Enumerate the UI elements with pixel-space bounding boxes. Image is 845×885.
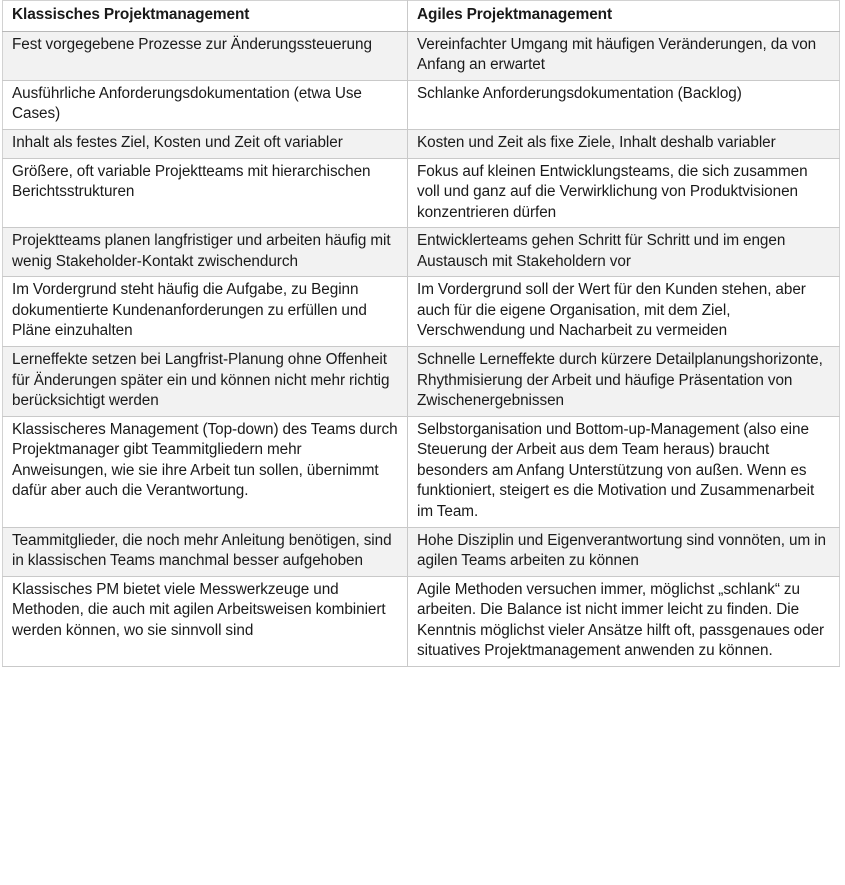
table-row	[3, 416, 840, 527]
cell-agile-text: Hohe Disziplin und Eigenverantwortung sind vonnöten, um in agilen Teams arbeiten zu können	[417, 531, 826, 570]
cell-agile	[408, 527, 840, 576]
cell-classic	[3, 80, 408, 129]
table-header	[3, 1, 840, 32]
table-row	[3, 158, 840, 228]
cell-agile-text: Schnelle Lerneffekte durch kürzere Detailplanungshorizonte, Rhythmisierung der Arbeit und häufige Präsentation von Zwischenergebnissen	[417, 351, 823, 410]
column-header-agile: Agiles Projektmanagement	[408, 1, 840, 32]
cell-agile-text: Entwicklerteams gehen Schritt für Schritt und im engen Austausch mit Stakeholdern vor	[417, 232, 786, 270]
cell-agile-text: Im Vordergrund soll der Wert für den Kunden stehen, aber auch für die eigene Organisation, mit dem Ziel, Verschwendung und Nacharbeit zu vermeiden	[417, 281, 806, 340]
cell-classic	[3, 129, 408, 158]
cell-agile	[408, 158, 840, 228]
cell-agile	[408, 416, 840, 527]
cell-classic	[3, 31, 408, 80]
cell-agile	[408, 228, 840, 277]
table-row	[3, 80, 840, 129]
table-row	[3, 31, 840, 80]
cell-agile	[408, 129, 840, 158]
cell-classic-text: Klassischeres Management (Top-down) des Teams durch Projektmanager gibt Teammitgliedern mehr Anweisungen, wie sie ihre Arbeit tun sollen, übernimmt dafür aber auch die Verantwortung.	[12, 420, 398, 500]
cell-classic-text: Inhalt als festes Ziel, Kosten und Zeit oft variabler	[12, 133, 343, 151]
table-row	[3, 277, 840, 347]
cell-classic-text: Teammitglieder, die noch mehr Anleitung benötigen, sind in klassischen Teams manchmal besser aufgehoben	[12, 531, 392, 570]
cell-classic-text: Im Vordergrund steht häufig die Aufgabe, zu Beginn dokumentierte Kundenanforderungen zu erfüllen und Pläne einzuhalten	[12, 281, 367, 340]
column-header-classic: Klassisches Projektmanagement	[3, 1, 408, 32]
cell-classic-text: Ausführliche Anforderungsdokumentation (etwa Use Cases)	[12, 84, 362, 123]
cell-agile-text: Kosten und Zeit als fixe Ziele, Inhalt deshalb variabler	[417, 133, 776, 151]
table-body	[3, 31, 840, 666]
table-row	[3, 576, 840, 666]
table-row	[3, 347, 840, 417]
cell-classic	[3, 228, 408, 277]
cell-classic-text: Klassisches PM bietet viele Messwerkzeuge und Methoden, die auch mit agilen Arbeitsweisen kombiniert werden können, wo sie sinnvoll sind	[12, 580, 386, 639]
table-header-row	[3, 1, 840, 32]
cell-classic	[3, 527, 408, 576]
cell-classic	[3, 277, 408, 347]
cell-agile-text: Agile Methoden versuchen immer, möglichst „schlank“ zu arbeiten. Die Balance ist nicht immer leicht zu finden. Die Kenntnis möglichst vieler Ansätze hilft oft, passgenaues oder situatives Projektmanagement anwenden zu können.	[417, 580, 825, 660]
cell-classic-text: Fest vorgegebene Prozesse zur Änderungssteuerung	[12, 35, 372, 53]
cell-classic-text: Lerneffekte setzen bei Langfrist-Planung ohne Offenheit für Änderungen später ein und können nicht mehr richtig berücksichtigt werden	[12, 351, 390, 410]
cell-agile	[408, 31, 840, 80]
cell-agile	[408, 347, 840, 417]
cell-agile-text: Selbstorganisation und Bottom-up-Management (also eine Steuerung der Arbeit aus dem Team heraus) braucht besonders am Anfang Unterstützung von außen. Wenn es funktioniert, steigert es die Motivation und Zusammenarbeit im Team.	[417, 420, 815, 520]
cell-classic-text: Projektteams planen langfristiger und arbeiten häufig mit wenig Stakeholder-Kontakt zwischendurch	[12, 232, 391, 270]
cell-classic	[3, 347, 408, 417]
cell-agile	[408, 277, 840, 347]
cell-agile-text: Schlanke Anforderungsdokumentation (Backlog)	[417, 84, 742, 102]
cell-agile-text: Vereinfachter Umgang mit häufigen Veränderungen, da von Anfang an erwartet	[417, 35, 817, 74]
cell-classic	[3, 576, 408, 666]
comparison-table	[2, 0, 840, 667]
cell-classic	[3, 158, 408, 228]
cell-agile-text: Fokus auf kleinen Entwicklungsteams, die sich zusammen voll und ganz auf die Verwirklichung von Produktvisionen konzentrieren dürfen	[417, 162, 808, 221]
table-row	[3, 527, 840, 576]
table-row	[3, 129, 840, 158]
cell-classic	[3, 416, 408, 527]
cell-agile	[408, 80, 840, 129]
cell-agile	[408, 576, 840, 666]
cell-classic-text: Größere, oft variable Projektteams mit hierarchischen Berichtsstrukturen	[12, 162, 371, 201]
table-row	[3, 228, 840, 277]
